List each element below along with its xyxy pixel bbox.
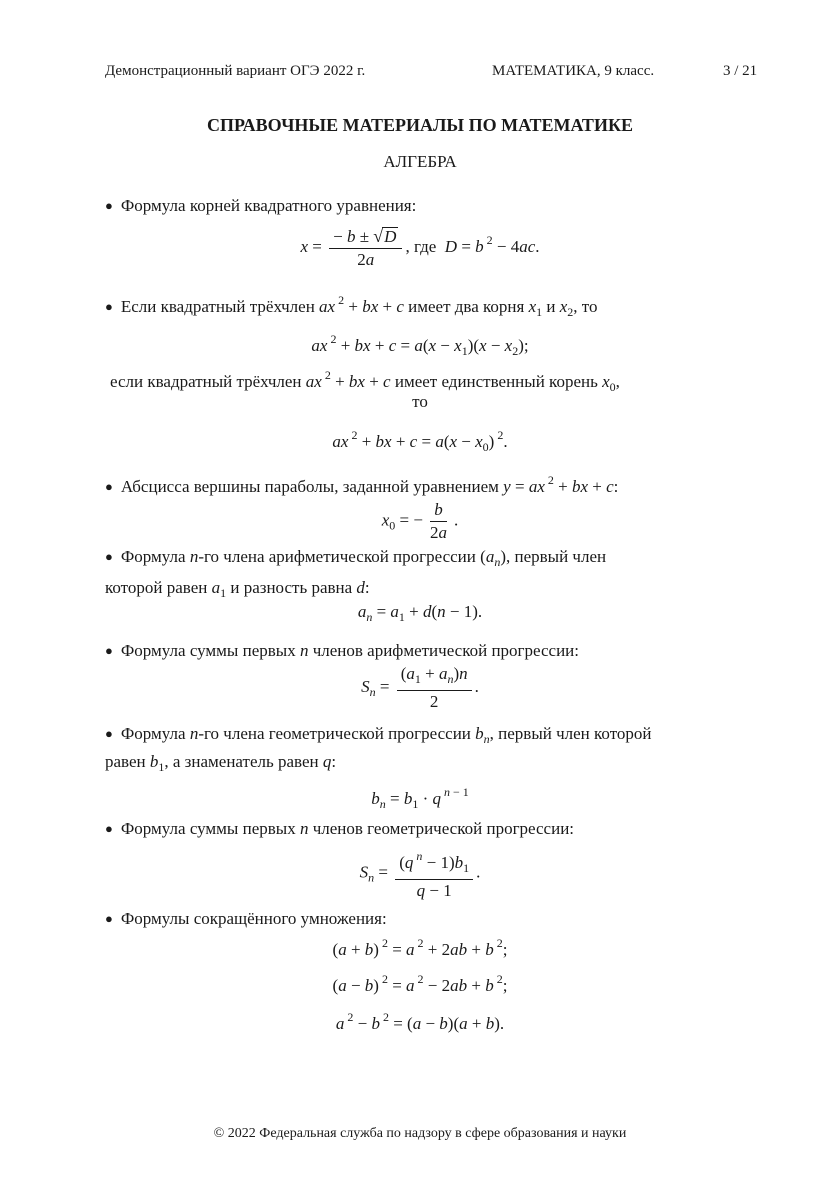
item-arith-nth: ● Формула n-го члена арифметической прогрессии $(a_n)$, первый член [105,547,607,569]
item-text-b: -го члена арифметической прогрессии [198,547,476,566]
bullet-icon: ● [105,299,113,314]
item-quadratic-roots [105,196,416,216]
bullet-icon: ● [105,911,113,926]
formula-where: , где [405,236,437,256]
bullet-icon: ● [105,643,113,658]
item-text-a: Формула суммы первых [120,819,296,838]
formula-vertex: $x_0$ = − $\frac{b}{2a}$ . [381,500,459,542]
item-geom-sum: ● Формула суммы первых n членов геометрической прогрессии: [105,819,575,838]
item-geom-nth: ● Формула n-го члена геометрической прогрессии $b_n$, первый член которой [105,724,652,746]
formula-quadratic-roots: x = $\frac{- b \pm √D}{2a}$ , где D = b $^2$ − 4ac. [300,226,540,269]
item-text-b: членов геометрической прогрессии: [312,819,575,838]
item-text-a: Формула [120,547,186,566]
formula-factorization: ax $^2$ + bx + $c = a(x - x_1)(x - x_2)$; [311,332,529,358]
item-text: Формулы сокращённого умножения: [120,909,387,928]
bullet-icon: ● [105,198,113,213]
formula-square-diff: (a − b) $^2$ = a $^2$ − 2ab + b $^2$; [332,972,508,995]
item-text-b: -го члена геометрической прогрессии [198,724,471,743]
item-text: Формула корней квадратного уравнения: [120,196,417,215]
item-text-line2-b: , а знаменатель равен [164,752,319,771]
item-geom-nth-line2: равен $b_1$, а знаменатель равен q: [105,752,337,774]
item-text-single-start: если квадратный трёхчлен [110,372,302,391]
item-text: Абсцисса вершины параболы, заданной уравнением [120,477,499,496]
formula-geom-sum: $S_n$ = $\frac{(q ^n - 1)b_1}{q - 1}$ . [0,846,840,901]
item-text-a: Формула суммы первых [120,641,296,660]
item-text-line2-a: которой равен [105,578,208,597]
item-text-line2-a: равен [105,752,146,771]
item-text-line2-b: и разность равна [230,578,353,597]
formula-arith-sum: $S_n$ = $\frac{(a_1 + a_n)n}{2}$ . [361,664,479,711]
item-text-mid: имеет два корня [408,297,525,316]
item-vertex: ● Абсцисса вершины параболы, заданной уравнением y = ax $^2$ + bx + c: [105,473,619,496]
item-factorization: ● Если квадратный трёхчлен ax $^2$ + bx + c имеет два корня $x_1$ и $x_2$, то [105,293,598,319]
item-arith-nth-line2: которой равен $a_1$ и разность равна d: [105,578,370,600]
item-text-and: и [546,297,556,316]
header-left: Демонстрационный вариант ОГЭ 2022 г. [105,63,366,79]
item-short-mult [105,909,387,929]
item-text-single-mid: имеет единственный корень [394,372,598,391]
item-text-end: , то [573,297,598,316]
bullet-icon: ● [105,549,113,564]
item-text-a: Формула [120,724,186,743]
formula-diff-squares: a $^2$ − b $^2$ = (a − b)(a + b). [335,1010,505,1033]
footer-copyright: © 2022 Федеральная служба по надзору в сфере образования и науки [213,1126,627,1141]
formula-arith-nth: $a_n = a_1 + d(n - 1)$. [357,602,483,624]
formula-geom-nth: $b_n = b_1 \cdot q$ $^{n - 1}$ [371,785,469,811]
page-number: 3 / 21 [723,63,758,79]
header-subject: МАТЕМАТИКА, 9 класс. [492,63,655,79]
bullet-icon: ● [105,821,113,836]
item-text-b: членов арифметической прогрессии: [312,641,580,660]
item-text-start: Если квадратный трёхчлен [120,297,315,316]
bullet-icon: ● [105,726,113,741]
formula-square-sum: (a + b) $^2$ = a $^2$ + 2ab + b $^2$; [332,936,508,959]
page-title: СПРАВОЧНЫЕ МАТЕРИАЛЫ ПО МАТЕМАТИКЕ [206,115,634,135]
item-text-c: , первый член [505,547,607,566]
item-text-c: , первый член которой [489,724,652,743]
section-heading: АЛГЕБРА [383,152,457,171]
item-arith-sum: ● Формула суммы первых n членов арифметической прогрессии: [105,641,580,660]
formula-factorization-single: ax $^2$ + bx + $c = a(x - x_0)$ $^2$. [332,428,508,454]
bullet-icon: ● [105,479,113,494]
item-then: то [412,392,428,411]
item-factorization-single: если квадратный трёхчлен ax $^2$ + bx + c имеет единственный корень $x_0$, [110,368,620,394]
